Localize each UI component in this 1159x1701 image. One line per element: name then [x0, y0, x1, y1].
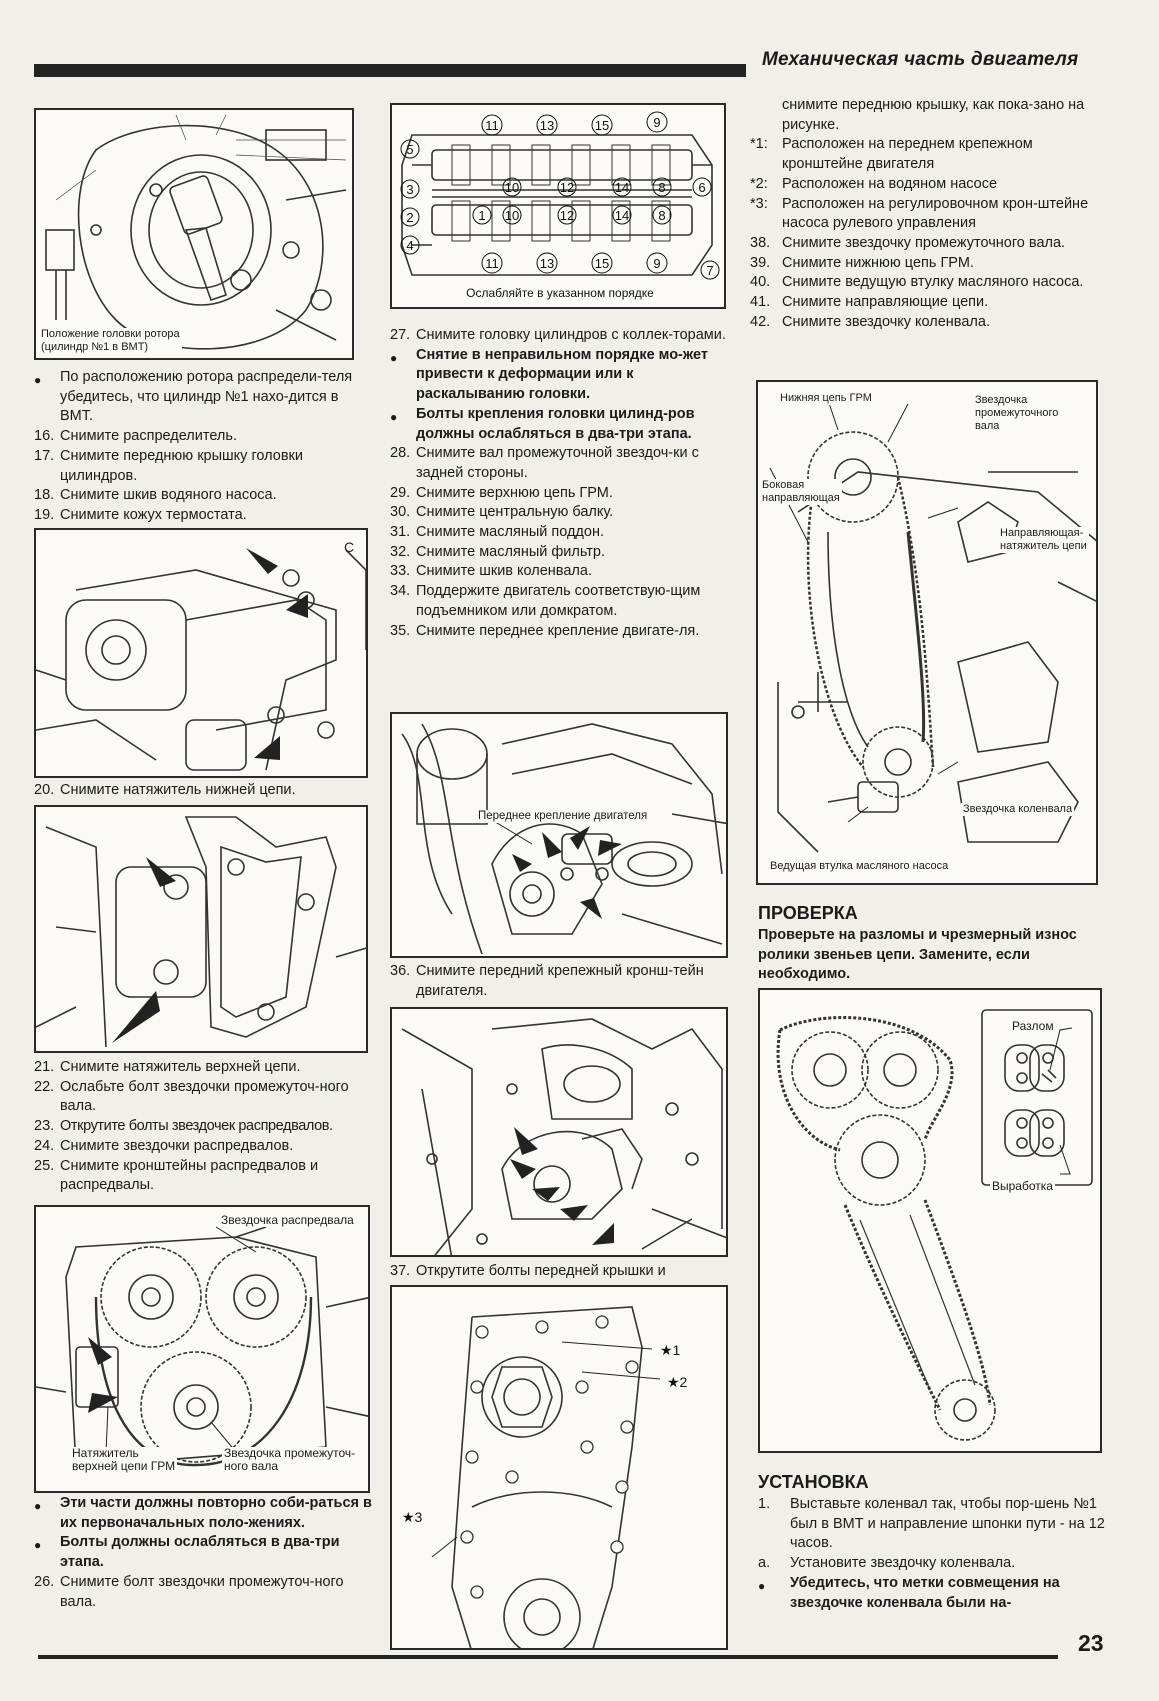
label-line: Направляющая-: [1000, 527, 1084, 539]
step-text: Снимите кожух термостата.: [60, 506, 247, 523]
step-text: Снимите вал промежуточной звездоч-ки с задней стороны.: [416, 445, 699, 481]
step-number: 26.: [34, 1573, 55, 1590]
step-number: 38.: [750, 234, 771, 251]
bolt-marker-3: ★3: [402, 1509, 423, 1525]
step-number: 19.: [34, 506, 55, 523]
step-number: 22.: [34, 1078, 55, 1095]
col2-text-block-1: [390, 326, 730, 641]
step-text: Выставьте коленвал так, чтобы пор-шень №1 был в ВМТ и направление шпонки пути - на 12 часов.: [790, 1496, 1105, 1552]
bolt-marker-2: ★2: [667, 1374, 688, 1390]
bullet-text: Эти части должны повторно соби-раться в их первоначальных поло-жениях.: [60, 1495, 372, 1531]
figure-front-cover-bolts: [390, 1285, 728, 1650]
step-number: 34.: [390, 583, 411, 600]
bolt-number: 9: [653, 256, 661, 271]
bolt-number: 6: [698, 180, 706, 195]
bolt-number: 10: [504, 180, 520, 195]
label-line: ного вала: [224, 1459, 279, 1473]
label-idler-sprocket: [973, 394, 1060, 433]
step-text: Снимите масляный поддон.: [416, 524, 604, 541]
figure-camshaft-sprockets: [34, 1205, 370, 1493]
figure-thermostat-housing: [34, 528, 368, 778]
figure-front-engine-mount: [390, 712, 728, 958]
figure-chain-inspection: [758, 988, 1102, 1453]
note-text: Расположен на регулировочном крон-штейне насоса рулевого управления: [782, 195, 1089, 232]
step-text: Снимите переднее крепление двигате-ля.: [416, 622, 700, 639]
bolt-number: 14: [614, 180, 630, 195]
label-line: промежуточного: [975, 407, 1059, 419]
bolt-number: 14: [614, 208, 630, 223]
step-number: 23.: [34, 1118, 55, 1135]
bolt-number: 15: [594, 256, 610, 271]
figure-caption: Ослабляйте в указанном порядке: [466, 286, 654, 300]
bullet-dot: ●: [34, 1499, 42, 1513]
bullet-text: По расположению ротора распредели-теля убедитесь, что цилиндр №1 нахо-дится в ВМТ.: [60, 369, 353, 425]
step-text: Снимите направляющие цепи.: [782, 294, 989, 311]
label-guide-tensioner: [998, 527, 1089, 553]
step-text: Снимите масляный фильтр.: [416, 543, 606, 560]
step-number: 24.: [34, 1137, 55, 1154]
step-number: 31.: [390, 524, 411, 541]
figure-letter-label: C: [344, 539, 355, 555]
check-text: Проверьте на разломы и чрезмерный износ ролики звеньев цепи. Замените, если необходимо.: [758, 927, 1077, 983]
label-oil-pump-sleeve: Ведущая втулка масляного насоса: [770, 860, 949, 872]
col3-text-block-1: [750, 96, 1100, 332]
label-front-engine-mount: Переднее крепление двигателя: [478, 810, 648, 822]
bolt-number: 13: [539, 118, 555, 133]
step-text: Открутите болты звездочек распредвалов.: [60, 1118, 333, 1135]
bolt-marker-1: ★1: [660, 1342, 681, 1358]
label-line: Звездочка промежуточ-: [224, 1446, 356, 1460]
step-number: 25.: [34, 1157, 55, 1174]
label-line: верхней цепи ГРМ: [72, 1459, 176, 1473]
col2-step-36: [390, 962, 730, 1001]
step-number: 33.: [390, 563, 411, 580]
note-text: Расположен на переднем крепежном кронштейне двигателя: [782, 136, 1033, 173]
step-number: 37.: [390, 1263, 411, 1279]
figure-head-bolt-order: [390, 103, 726, 309]
step-text: Снимите натяжитель верхней цепи.: [60, 1059, 301, 1075]
step-text: Снимите звездочку промежуточного вала.: [782, 234, 1066, 251]
figure-front-bracket: [390, 1007, 728, 1257]
step-number: 18.: [34, 487, 55, 504]
bullet-text: Болты крепления головки цилинд-ров должны ослабляться в два-три этапа.: [416, 405, 695, 442]
label-lower-chain: Нижняя цепь ГРМ: [780, 392, 872, 404]
step-text: Снимите распределитель.: [60, 428, 237, 445]
label-line: вала: [975, 420, 1000, 432]
label-line: Натяжитель: [72, 1446, 139, 1460]
bolt-number: 9: [653, 115, 661, 130]
step-number: 40.: [750, 274, 771, 291]
bullet-dot: ●: [390, 409, 398, 424]
bolt-number: 11: [485, 118, 499, 133]
bolt-number: 8: [658, 208, 666, 223]
bolt-number: 7: [706, 263, 714, 278]
step-text: Снимите верхнюю цепь ГРМ.: [416, 484, 613, 501]
step-text: Ослабьте болт звездочки промежуточ-ного вала.: [60, 1078, 349, 1115]
col1-text-block-3: [34, 1494, 374, 1612]
bullet-dot: ●: [34, 373, 42, 387]
step-number: 35.: [390, 622, 411, 639]
step-number: 27.: [390, 327, 411, 343]
note-text: Расположен на водяном насосе: [782, 175, 998, 192]
note-number: *2:: [750, 175, 768, 192]
step-number: 29.: [390, 484, 411, 501]
bolt-number: 2: [406, 210, 414, 225]
section-title-install: УСТАНОВКА: [758, 1472, 869, 1492]
footer-rule: [38, 1655, 1058, 1659]
col1-step-20: [34, 781, 370, 801]
step-number: 28.: [390, 445, 411, 462]
step-number: 1.: [758, 1496, 771, 1512]
bolt-number: 11: [485, 256, 499, 271]
step-text: Снимите звездочки распредвалов.: [60, 1137, 294, 1154]
note-number: *1:: [750, 136, 768, 153]
step-number: a.: [758, 1555, 771, 1572]
bolt-number: 13: [539, 256, 555, 271]
figure-distributor-rotor: [34, 108, 354, 360]
step-text: Снимите центральную балку.: [416, 504, 614, 521]
continuation-text: снимите переднюю крышку, как пока-зано на рисунке.: [782, 97, 1085, 133]
label-idler-sprocket: [222, 1447, 357, 1473]
bolt-number: 1: [478, 208, 486, 223]
caption-line: (цилиндр №1 в ВМТ): [41, 341, 149, 353]
step-number: 36.: [390, 963, 411, 979]
caption-line: Положение головки ротора: [41, 328, 180, 340]
label-break: Разлом: [1012, 1019, 1054, 1033]
step-number: 41.: [750, 294, 771, 311]
label-line: натяжитель цепи: [1000, 540, 1087, 552]
label-line: Звездочка: [975, 394, 1028, 406]
step-text: Открутите болты передней крышки и: [416, 1263, 666, 1279]
step-number: 30.: [390, 504, 411, 521]
page-header-title: Механическая часть двигателя: [762, 49, 1079, 70]
header-rule: [34, 64, 746, 77]
bolt-number: 3: [406, 182, 414, 197]
step-text: Снимите звездочку коленвала.: [782, 313, 990, 330]
step-text: Поддержите двигатель соответствую-щим подъемником или домкратом.: [416, 583, 701, 619]
bolt-number: 4: [406, 238, 414, 253]
step-text: Снимите кронштейны распредвалов и распредвалы.: [60, 1157, 319, 1194]
label-line: Боковая: [762, 479, 805, 491]
bolt-number: 5: [406, 142, 414, 157]
step-text: Снимите головку цилиндров с коллек-торами.: [416, 327, 726, 343]
step-number: 39.: [750, 254, 771, 271]
bullet-dot: ●: [34, 1538, 42, 1553]
bullet-text: Снятие в неправильном порядке мо-жет привести к деформации или к раскалыванию головки.: [416, 346, 708, 403]
step-number: 16.: [34, 428, 55, 445]
col1-text-block-2: [34, 1058, 374, 1196]
col1-text-block-1: [34, 368, 370, 526]
step-text: Снимите болт звездочки промежуточ-ного вала.: [60, 1573, 344, 1610]
step-text: Снимите натяжитель нижней цепи.: [60, 782, 296, 798]
bolt-number: 12: [559, 208, 575, 223]
bullet-dot: ●: [390, 350, 398, 365]
bullet-dot: ●: [758, 1578, 766, 1593]
figure-upper-chain-tensioner: [34, 805, 368, 1053]
label-line: направляющая: [762, 492, 840, 504]
step-number: 20.: [34, 782, 55, 798]
bolt-number: 10: [504, 208, 520, 223]
step-text: Снимите переднюю крышку головки цилиндров.: [60, 447, 303, 484]
figure-lower-timing-chain: [756, 380, 1098, 885]
step-number: 32.: [390, 543, 411, 560]
label-cam-sprocket: Звездочка распредвала: [221, 1213, 354, 1227]
bullet-text: Убедитесь, что метки совмещения на звездочке коленвала были на-: [790, 1574, 1060, 1611]
step-number: 42.: [750, 313, 771, 330]
step-text: Снимите шкив водяного насоса.: [60, 487, 277, 504]
step-number: 17.: [34, 447, 55, 464]
figure-caption: [39, 328, 182, 354]
label-side-guide: [760, 479, 842, 505]
bolt-number: 15: [594, 118, 610, 133]
bullet-text: Болты должны ослабляться в два-три этапа.: [60, 1534, 340, 1571]
bolt-number: 12: [559, 180, 575, 195]
check-section: [758, 903, 1104, 985]
label-crank-sprocket: Звездочка коленвала: [963, 803, 1073, 815]
step-text: Снимите шкив коленвала.: [416, 563, 592, 580]
page-number: 23: [1078, 1630, 1104, 1656]
step-text: Снимите передний крепежный кронш-тейн двигателя.: [416, 963, 704, 999]
section-title-check: ПРОВЕРКА: [758, 903, 858, 923]
step-text: Снимите ведущую втулку масляного насоса.: [782, 274, 1084, 291]
col2-step-37: [390, 1262, 730, 1282]
step-text: Установите звездочку коленвала.: [790, 1555, 1016, 1572]
step-text: Снимите нижнюю цепь ГРМ.: [782, 254, 974, 271]
note-number: *3:: [750, 195, 768, 212]
install-section: [758, 1472, 1108, 1613]
bolt-number: 8: [658, 180, 666, 195]
label-upper-tensioner: [70, 1447, 177, 1473]
label-wear: Выработка: [992, 1179, 1053, 1193]
step-number: 21.: [34, 1059, 55, 1075]
